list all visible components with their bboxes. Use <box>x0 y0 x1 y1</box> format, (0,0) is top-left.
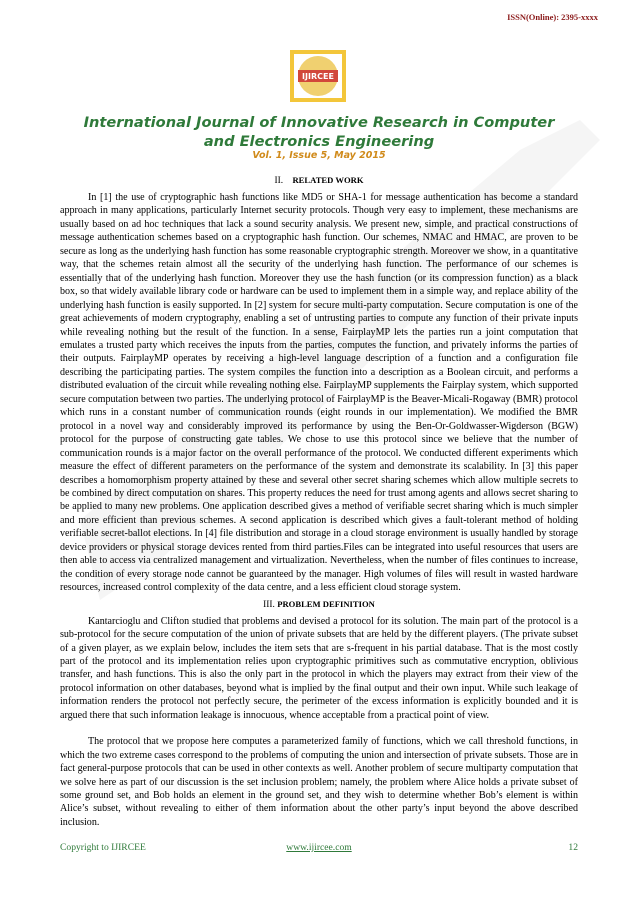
paragraph-problem-definition-1: Kantarcioglu and Clifton studied that problems and devised a protocol for its solution. The main part of the protocol is a sub-protocol for the secure computation of the union of private subsets that are held by the different players. (The private subset of a given player, as we explain below, includes the item sets that are s-frequent in his partial database. That is the most costly part of the protocol and its implementation relies upon cryptographic primitives such as commutative encryption, oblivious transfer, and hash functions. This is also the only part in the protocol in which the players may extract from their view of the protocol information on other databases, beyond what is implied by the final output and their own input. While such leakage of information renders the protocol not perfectly secure, the perimeter of the excess information is explicitly bounded and it is argued there that such information leakage is innocuous, whence acceptable from a practical point of view. <box>60 615 578 721</box>
journal-title <box>40 113 598 151</box>
section-heading-problem-definition <box>60 598 578 612</box>
section-title-rest: ROBLEM DEFINITION <box>282 598 375 609</box>
section-title-initial: P <box>277 598 283 609</box>
paragraph-related-work: In [1] the use of cryptographic hash functions like MD5 or SHA-1 for message authentication has become a standard approach in many applications, particularly Internet security protocols. Though very easy to implement, these mechanisms are usually based on ad hoc techniques that lack a sound security analysis. We present new, simple, and practical constructions of message authentication schemes based on a cryptographic hash function. Our schemes, NMAC and HMAC, are proven to be secure as long as the underlying hash function has some reasonable cryptographic strength. Moreover we show, in a quantitative way, that the schemes retain almost all the security of the underlying hash function. The performance of our schemes is essentially that of the underlying hash function. Moreover they use the hash function (or its compression function) as a black box, so that widely available library code or hardware can be used to implement them in a simple way, and replace ability of the underlying hash function is easily supported. In [2] system for secure multi-party computation. Secure computation is one of the great achievements of modern cryptography, enabling a set of untrusting parties to compute any function of their private inputs while revealing nothing but the result of the function. In a sense, FairplayMP lets the parties run a joint computation that emulates a trusted party which receives the inputs from the parties, computes the function, and privately informs the parties of their outputs. FairplayMP operates by receiving a high-level language description of a function and a configuration file describing the participating parties. The system compiles the function into a description as a Boolean circuit, and performs a distributed evaluation of the circuit while revealing nothing else. FairplayMP supplements the Fairplay system, which supported secure computation between two parties. The underlying protocol of FairplayMP is the Beaver-Micali-Rogaway (BMR) protocol which runs in a constant number of communication rounds (eight rounds in our implementation). We modified the BMR protocol in a novel way and considerably improved its performance by using the Ben-Or-Goldwasser-Wigderson (BGW) protocol for the purpose of constructing gate tables. We chose to use this protocol since we believe that the number of communication rounds is a major factor on the overall performance of the protocol. We conducted different experiments which measure the effect of different parameters on the performance of the system and demonstrate its scalability. In [3] this paper describes a homomorphism property attained by these and several other secret sharing schemes which allow multiple secrets to be combined by direct computation on shares. This property reduces the need for trust among agents and allows secret sharing to be applied to many new problems. One application described gives a method of verifiable secret sharing which is much simpler and more efficient than previous schemes. A second application is described which gives a fault-tolerant method of holding verifiable secret-ballot elections. In [4] file distribution and storage in a cloud storage environment is usually handled by storage device providers or physical storage devices rented from third parties.Files can be integrated into useful resources that users are then able to access via centralized management and virtualization. Nevertheless, when the number of files continues to increase, the condition of every storage node cannot be guaranteed by the manager. High volumes of files will result in wasted hardware resources, increased control complexity of the data centre, and a less efficient cloud storage system. <box>60 192 578 594</box>
section-title-rest: ELATED WORK <box>298 175 364 185</box>
footer-copyright: Copyright to IJIRCEE <box>60 842 146 853</box>
footer-page-number: 12 <box>568 842 578 853</box>
section-number: III. <box>263 599 275 610</box>
paragraph-problem-definition-2: The protocol that we propose here computes a parameterized family of functions, which we call threshold functions, in which the two extreme cases correspond to the problems of computing the union and intersection of private subsets. Those are in fact general-purpose protocols that can be used in other contexts as well. Another problem of secure multiparty computation that we solve here as part of our discussion is the set inclusion problem; namely, the problem where Alice holds a private subset of some ground set, and Bob holds an element in the ground set, and they wish to determine whether Bob’s element is within Alice’s subset, without revealing to either of them information about the other party’s input beyond the above described inclusion. <box>60 736 578 828</box>
volume-issue: Vol. 1, Issue 5, May 2015 <box>252 150 386 161</box>
logo-text: IJIRCEE <box>302 72 334 81</box>
journal-title-line2: and Electronics Engineering <box>203 133 435 150</box>
footer-website-link[interactable]: www.ijircee.com <box>286 842 352 853</box>
journal-title-line1: International Journal of Innovative Research in Computer <box>83 114 555 131</box>
section-title-initial: R <box>292 175 299 185</box>
issn-label: ISSN(Online): 2395-xxxx <box>507 12 598 22</box>
section-number: II. <box>274 176 284 186</box>
article-body <box>60 174 578 829</box>
journal-logo <box>286 44 350 108</box>
section-heading-related-work <box>60 174 578 188</box>
